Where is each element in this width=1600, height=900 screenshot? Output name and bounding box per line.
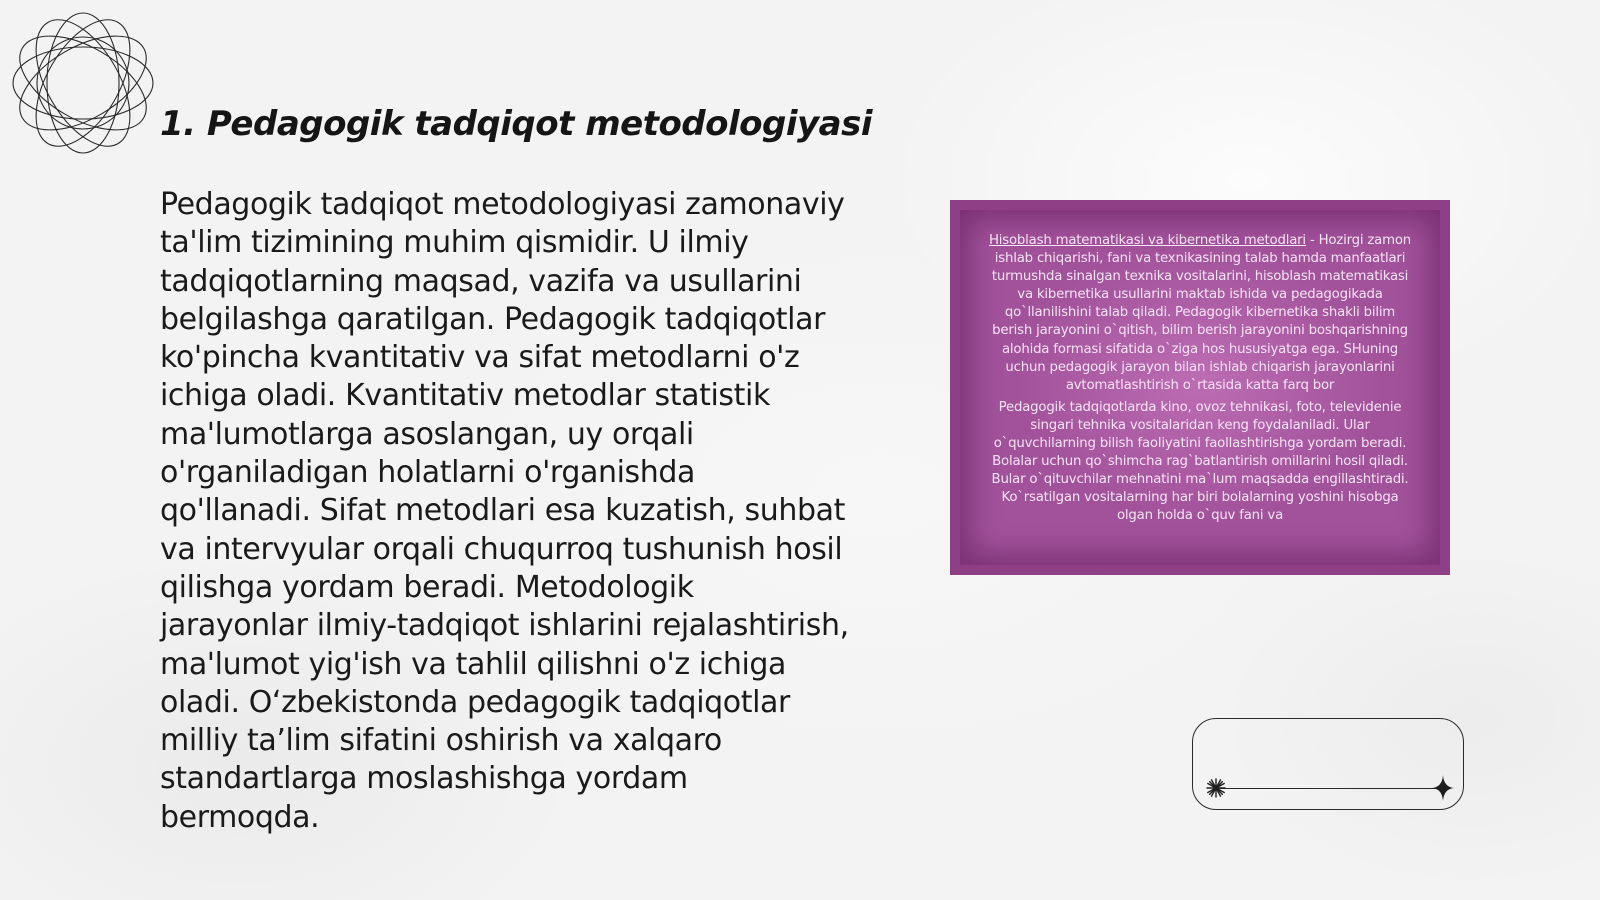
slide-title: 1. Pedagogik tadqiqot metodologiyasi <box>160 104 873 144</box>
circular-rosette-icon <box>10 10 156 156</box>
slide-picture <box>950 200 1450 575</box>
picture-text-block <box>960 210 1440 565</box>
slide-body-text: Pedagogik tadqiqot metodologiyasi zamonaviy ta'lim tizimining muhim qismidir. U ilmiy tadqiqotlarning maqsad, vazifa va usullarini belgilashga qaratilgan. Pedagogik tadqiqotlar ko'pincha kvantitativ va sifat metodlarni o'z ichiga oladi. Kvantitativ metodlar statistik ma'lumotlarga asoslangan, uy orqali o'rganiladigan holatlarni o'rganishda qo'llanadi. Sifat metodlari esa kuzatish, suhbat va intervyular orqali chuqurroq tushunish hosil qilishga yordam beradi. Metodologik jarayonlar ilmiy-tadqiqot ishlarini rejalashtirish, ma'lumot yig'ish va tahlil qilishni o'z ichiga oladi. O‘zbekistonda pedagogik tadqiqotlar milliy ta’lim sifatini oshirish va xalqaro standartlarga moslashishga yordam bermoqda. <box>160 187 849 835</box>
decorative-navigation-box <box>1192 718 1464 810</box>
four-point-star-icon <box>1432 775 1454 801</box>
picture-paragraph-text: - Hozirgi zamon ishlab chiqarishi, fani va texnikasining talab hamda manfaatlari turmushda sinalgan texnika vositalarini, hisoblash matematikasi va kibernetika usullarini maktab ishida va pedagogikada qo`llanilishini talab qiladi. Pedagogik kibernetika shakli bilim berish jarayonini o`qitish, bilim berish jarayonini boshqarishning alohida formasi sifatida o`ziga hos hususiyatga ega. SHuning uchun pedagogik jarayon bilan ishlab chiqarish jarayonlarini avtomatlashtirish o`rtasida katta farq bor <box>991 233 1412 393</box>
picture-heading: Hisoblash matematikasi va kibernetika metodlari <box>988 233 1306 248</box>
picture-paragraph <box>986 232 1414 395</box>
picture-paragraph-second: Pedagogik tadqiqotlarda kino, ovoz tehnikasi, foto, televidenie singari tehnika vositalaridan keng foydalaniladi. Ular o`quvchilarning bilish faoliyatini faollashtirishga yordam beradi. Bolalar uchun qo`shimcha rag`batlantirish omillarini hosil qiladi. Bular o`qituvchilar mehnatini ma`lum maqsadda engillashtiradi. Ko`rsatilgan vositalarning har biri bolalarning yoshini hisobga olgan holda o`quv fani va <box>991 399 1409 524</box>
divider-line <box>1217 788 1443 789</box>
